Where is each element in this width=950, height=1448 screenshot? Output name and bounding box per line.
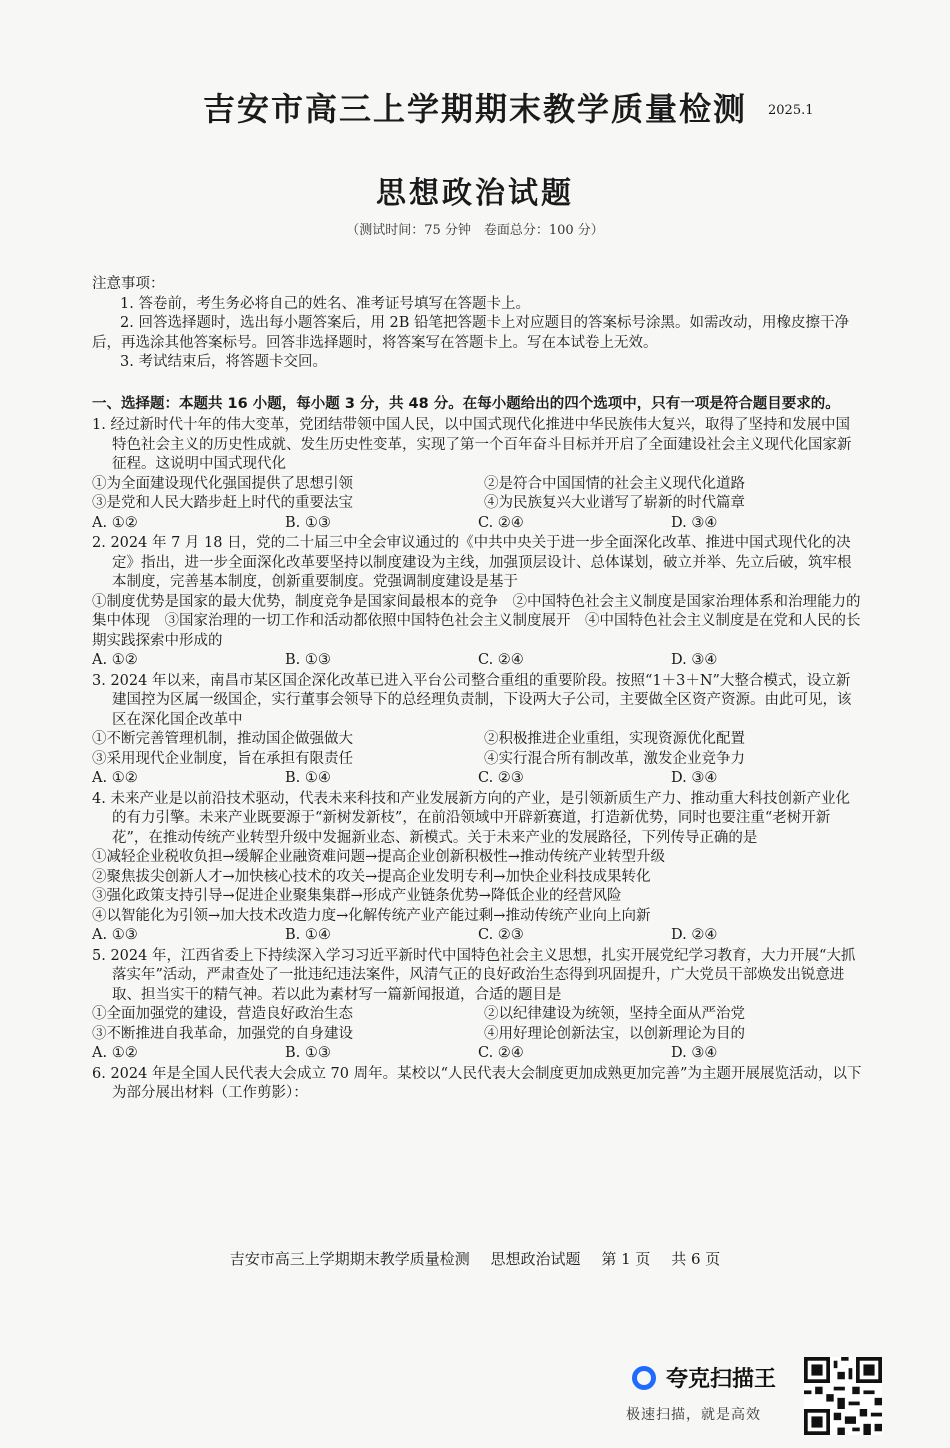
answer-choices bbox=[92, 1044, 864, 1064]
answer-choice: D. ③④ bbox=[671, 652, 718, 668]
answer-choice: B. ①③ bbox=[285, 1045, 331, 1061]
footer-subject: 思想政治试题 bbox=[490, 1250, 581, 1268]
question-block bbox=[92, 790, 864, 946]
notice-item: 3. 考试结束后，将答题卡交回。 bbox=[120, 354, 327, 370]
question-stem: 6. 2024 年是全国人民代表大会成立 70 周年。某校以“人民代表大会制度更加成熟更加完善”为主题开展展览活动，以下为部分展出材料（工作剪影）： bbox=[92, 1065, 862, 1101]
answer-choice: D. ③④ bbox=[671, 770, 718, 786]
answer-choice: D. ③④ bbox=[671, 514, 718, 531]
answer-choice: D. ②④ bbox=[671, 927, 718, 943]
statement-item: ③强化政策支持引导→促进企业聚集集群→形成产业链条优势→降低企业的经营风险 bbox=[92, 888, 622, 904]
answer-choice: D. ③④ bbox=[671, 1045, 718, 1061]
question-block bbox=[92, 672, 864, 789]
answer-choice: A. ①③ bbox=[92, 927, 138, 943]
statement-item: ②以纪律建设为统领，坚持全面从严治党 bbox=[484, 1006, 745, 1022]
footer-page: 第 1 页 bbox=[601, 1250, 651, 1268]
statement-list bbox=[92, 848, 864, 926]
question-block bbox=[92, 1065, 864, 1104]
statement-item: ①为全面建设现代化强国提供了思想引领 bbox=[92, 475, 353, 492]
question-block bbox=[92, 416, 864, 533]
statement-flow bbox=[92, 593, 864, 652]
scanner-brand: 夸克扫描王 bbox=[666, 1367, 777, 1392]
answer-choice: A. ①② bbox=[92, 770, 138, 786]
statement-item: ④以智能化为引领→加大技术改造力度→化解传统产业产能过剩→推动传统产业向上向新 bbox=[92, 907, 651, 924]
statement-item: ③是党和人民大踏步赶上时代的重要法宝 bbox=[92, 495, 353, 511]
question-stem: 3. 2024 年以来，南昌市某区国企深化改革已进入平台公司整合重组的重要阶段。按照“1＋3＋N”大整合模式，设立新建国控为区属一级国企，实行董事会领导下的总经理负责制，下设两大子公司，主要做全区资产资源。由此可见，该区在深化国企改革中 bbox=[92, 672, 852, 728]
section-header: 一、选择题：本题共 16 小题，每小题 3 分，共 48 分。在每小题给出的四个选项中，只有一项是符合题目要求的。 bbox=[92, 395, 840, 412]
answer-choice: C. ②④ bbox=[478, 1045, 524, 1061]
answer-choice: C. ②③ bbox=[478, 927, 524, 943]
scanner-watermark bbox=[622, 1360, 802, 1432]
statement-list bbox=[92, 730, 864, 769]
statement-list bbox=[92, 593, 864, 652]
statement-item: ①不断完善管理机制，推动国企做强做大 bbox=[92, 731, 353, 747]
answer-choice: B. ①③ bbox=[285, 652, 331, 668]
question-block bbox=[92, 947, 864, 1064]
statement-item: ③国家治理的一切工作和活动都依照中国特色社会主义制度展开 bbox=[164, 613, 571, 629]
answer-choice: A. ①② bbox=[92, 1045, 138, 1061]
question-list bbox=[92, 416, 864, 1104]
notice-item: 1. 答卷前，考生务必将自己的姓名、准考证号填写在答题卡上。 bbox=[120, 295, 530, 312]
statement-item: ④实行混合所有制改革，激发企业竞争力 bbox=[484, 750, 745, 767]
notice-section bbox=[92, 275, 864, 373]
exam-date: 2025.1 bbox=[768, 103, 814, 118]
answer-choice: B. ①③ bbox=[285, 514, 331, 531]
statement-item: ③不断推进自我革命，加强党的自身建设 bbox=[92, 1025, 353, 1042]
page-footer bbox=[0, 1248, 950, 1269]
statement-item: ②中国特色社会主义制度是国家治理体系和治理能力的集中体现 bbox=[92, 593, 861, 629]
statement-item: ②聚焦拔尖创新人才→加快核心技术的攻关→提高企业发明专利→加快企业科技成果转化 bbox=[92, 868, 651, 885]
answer-choice: A. ①② bbox=[92, 652, 138, 668]
answer-choice: C. ②④ bbox=[478, 514, 524, 531]
question-stem: 2. 2024 年 7 月 18 日，党的二十届三中全会审议通过的《中共中央关于进一步全面深化改革、推进中国式现代化的决定》指出，进一步全面深化改革要坚持以制度建设为主线，加强顶层设计、总体谋划，破立并举、先立后破，筑牢根本制度，完善基本制度，创新重要制度。党强调制度建设是基于 bbox=[92, 535, 852, 590]
statement-item: ③采用现代企业制度，旨在承担有限责任 bbox=[92, 750, 353, 767]
question-stem: 1. 经过新时代十年的伟大变革，党团结带领中国人民，以中国式现代化推进中华民族伟大复兴，取得了坚持和发展中国特色社会主义的历史性成就、发生历史性变革，实现了第一个百年奋斗目标并开启了全面建设社会主义现代化国家新征程。这说明中国式现代化 bbox=[92, 417, 852, 472]
question-stem: 4. 未来产业是以前沿技术驱动，代表未来科技和产业发展新方向的产业，是引领新质生产力、推动重大科技创新产业化的有力引擎。未来产业既要源于“新树发新枝”，在前沿领域中开辟新赛道，打造新优势，同时也要注重“老树开新花”，在推动传统产业转型升级中发掘新业态、新模式。关于未来产业的发展路径，下列传导正确的是 bbox=[92, 790, 850, 846]
statement-item: ①全面加强党的建设，营造良好政治生态 bbox=[92, 1006, 353, 1022]
scanner-slogan: 极速扫描，就是高效 bbox=[626, 1407, 761, 1423]
time-info: （测试时间：75 分钟 卷面总分：100 分） bbox=[346, 223, 604, 238]
answer-choice: A. ①② bbox=[92, 514, 138, 531]
qr-code-icon bbox=[804, 1357, 882, 1435]
answer-choices bbox=[92, 514, 864, 534]
exam-title: 吉安市高三上学期期末教学质量检测 bbox=[202, 90, 747, 128]
footer-total: 共 6 页 bbox=[671, 1250, 721, 1268]
answer-choice: B. ①④ bbox=[285, 770, 331, 786]
question-stem: 5. 2024 年，江西省委上下持续深入学习习近平新时代中国特色社会主义思想，扎实开展党纪学习教育，大力开展“大抓落实年”活动，严肃查处了一批违纪违法案件，风清气正的良好政治生态得到巩固提升，广大党员干部焕发出锐意进取、担当实干的精气神。若以此为素材写一篇新闻报道，合适的题目是 bbox=[92, 947, 856, 1003]
statement-item: ②是符合中国国情的社会主义现代化道路 bbox=[484, 475, 745, 492]
statement-item: ④中国特色社会主义制度是在党和人民的长期实践探索中形成的 bbox=[92, 613, 861, 649]
scanner-logo-icon bbox=[632, 1366, 656, 1390]
question-block bbox=[92, 534, 864, 671]
statement-item: ①减轻企业税收负担→缓解企业融资难问题→提高企业创新积极性→推动传统产业转型升级 bbox=[92, 849, 665, 865]
answer-choice: B. ①④ bbox=[285, 927, 331, 943]
answer-choice: C. ②③ bbox=[478, 770, 524, 786]
answer-choice: C. ②④ bbox=[478, 652, 524, 668]
subject-title: 思想政治试题 bbox=[376, 176, 574, 211]
answer-choices bbox=[92, 769, 864, 789]
statement-list bbox=[92, 1005, 864, 1044]
statement-item: ④用好理论创新法宝，以创新理论为目的 bbox=[484, 1025, 745, 1042]
statement-item: ①制度优势是国家的最大优势，制度竞争是国家间最根本的竞争 bbox=[92, 593, 498, 610]
answer-choices bbox=[92, 926, 864, 946]
notice-item: 2. 回答选择题时，选出每小题答案后，用 2B 铅笔把答题卡上对应题目的答案标号涂黑。如需改动，用橡皮擦干净后，再选涂其他答案标号。回答非选择题时，将答案写在答题卡上。写在本试卷上无效。 bbox=[92, 315, 850, 351]
statement-item: ②积极推进企业重组，实现资源优化配置 bbox=[484, 731, 745, 747]
statement-item: ④为民族复兴大业谱写了崭新的时代篇章 bbox=[484, 495, 745, 511]
notice-heading: 注意事项： bbox=[92, 276, 165, 292]
footer-exam: 吉安市高三上学期期末教学质量检测 bbox=[229, 1250, 470, 1268]
exam-body bbox=[92, 275, 864, 1104]
answer-choices bbox=[92, 651, 864, 671]
statement-list bbox=[92, 475, 864, 514]
